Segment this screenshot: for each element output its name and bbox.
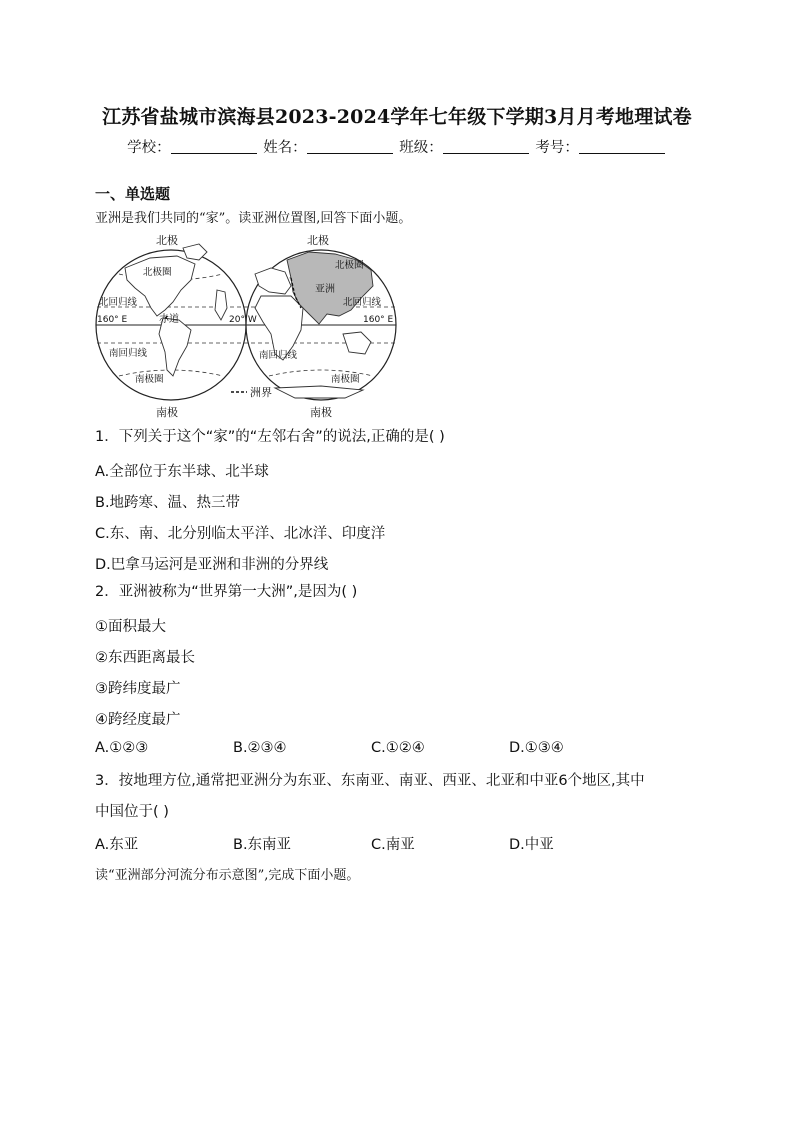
- section-heading: 一、单选题: [95, 185, 171, 203]
- question-3-stem-line-1: 3．按地理方位,通常把亚洲分为东亚、东南亚、南亚、西亚、北亚和中亚6个地区,其中: [95, 773, 645, 789]
- north-pole-label-east: 北极: [307, 234, 329, 247]
- question-1-option-c[interactable]: C.东、南、北分别临太平洋、北冰洋、印度洋: [95, 526, 386, 542]
- question-2-item-1: ①面积最大: [95, 619, 166, 635]
- tropic-capricorn-label-west: 南回归线: [109, 348, 148, 359]
- lon-160e-label-west: 160° E: [97, 315, 128, 325]
- question-2-option-c[interactable]: C.①②④: [371, 740, 425, 756]
- equator-label: 赤道: [159, 314, 179, 325]
- student-info-line: [0, 136, 794, 157]
- intro-text-2: 读“亚洲部分河流分布示意图”,完成下面小题。: [95, 868, 360, 883]
- question-2-stem: 2．亚洲被称为“世界第一大洲”,是因为( ): [95, 584, 358, 600]
- question-3-option-b[interactable]: B.东南亚: [233, 837, 292, 853]
- question-2-option-d[interactable]: D.①③④: [509, 740, 564, 756]
- question-2-option-b[interactable]: B.②③④: [233, 740, 287, 756]
- class-label: 班级：: [399, 140, 443, 156]
- question-2-options: [95, 740, 715, 756]
- question-3-stem-line-2: 中国位于( ): [95, 804, 169, 820]
- exam-number-label: 考号：: [535, 140, 579, 156]
- asia-location-map: [95, 230, 405, 422]
- lon-160e-label-east: 160° E: [363, 315, 394, 325]
- question-3-option-c[interactable]: C.南亚: [371, 837, 415, 853]
- arctic-circle-label-east: 北极圈: [335, 260, 364, 271]
- tropic-cancer-label-east: 北回归线: [343, 297, 382, 308]
- arctic-circle-label-west: 北极圈: [143, 267, 172, 278]
- school-label: 学校：: [127, 140, 171, 156]
- question-3-options: [95, 833, 715, 854]
- question-2-item-3: ③跨纬度最广: [95, 681, 181, 697]
- antarctic-circle-label-west: 南极圈: [135, 374, 164, 385]
- question-1-option-a[interactable]: A.全部位于东半球、北半球: [95, 464, 269, 480]
- question-3-option-d[interactable]: D.中亚: [509, 837, 554, 853]
- intro-text-1: 亚洲是我们共同的“家”。读亚洲位置图,回答下面小题。: [95, 211, 412, 226]
- continent-boundary-legend-label: 洲界: [250, 386, 272, 399]
- lon-20w-label: 20° W: [229, 315, 257, 325]
- question-2-item-2: ②东西距离最长: [95, 650, 195, 666]
- tropic-capricorn-label-east: 南回归线: [259, 350, 298, 361]
- question-2-item-4: ④跨经度最广: [95, 712, 181, 728]
- name-blank[interactable]: [307, 139, 393, 154]
- question-1-option-b[interactable]: B.地跨寒、温、热三带: [95, 495, 241, 511]
- antarctic-circle-label-east: 南极圈: [331, 374, 360, 385]
- school-blank[interactable]: [171, 139, 257, 154]
- class-blank[interactable]: [443, 139, 529, 154]
- asia-label: 亚洲: [315, 284, 335, 295]
- south-pole-label-east: 南极: [310, 406, 332, 419]
- tropic-cancer-label-west: 北回归线: [99, 297, 138, 308]
- name-label: 姓名：: [263, 140, 307, 156]
- question-2-option-a[interactable]: A.①②③: [95, 740, 149, 756]
- question-3-option-a[interactable]: A.东亚: [95, 837, 139, 853]
- south-pole-label-west: 南极: [156, 406, 178, 419]
- exam-number-blank[interactable]: [579, 139, 665, 154]
- exam-title: 江苏省盐城市滨海县2023-2024学年七年级下学期3月月考地理试卷: [102, 106, 692, 128]
- question-1-option-d[interactable]: D.巴拿马运河是亚洲和非洲的分界线: [95, 557, 329, 573]
- north-pole-label-west: 北极: [156, 234, 178, 247]
- question-1-stem: 1．下列关于这个“家”的“左邻右舍”的说法,正确的是( ): [95, 429, 445, 445]
